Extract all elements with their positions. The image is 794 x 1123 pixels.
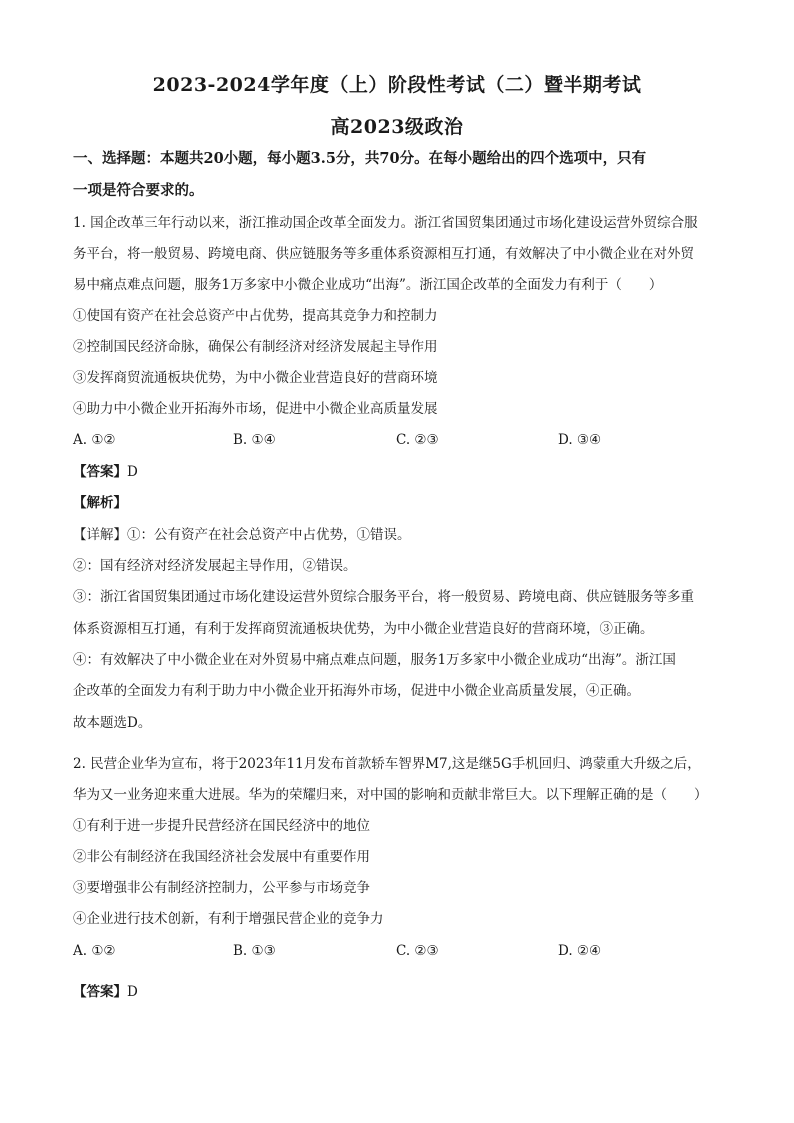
q2-option-c: C. ②③	[396, 943, 439, 959]
q2-answer	[73, 983, 733, 1001]
answer-label: 【答案】	[73, 464, 127, 480]
answer-value: D	[127, 984, 138, 1000]
q2-item: ②非公有制经济在我国经济社会发展中有重要作用	[73, 849, 370, 865]
analysis-label: 【解析】	[73, 495, 127, 511]
q1-stem-line: 1. 国企改革三年行动以来，浙江推动国企改革全面发力。浙江省国贸集团通过市场化建设运营外贸综合服	[73, 215, 698, 231]
q1-analysis-line: ②：国有经济对经济发展起主导作用，②错误。	[73, 558, 357, 574]
q2-item: ④企业进行技术创新，有利于增强民营企业的竞争力	[73, 911, 384, 927]
q1-analysis-label	[73, 494, 733, 512]
q1-option-c: C. ②③	[396, 432, 439, 448]
q1-option-a: A. ①②	[73, 432, 116, 448]
q1-item: ④助力中小微企业开拓海外市场，促进中小微企业高质量发展	[73, 401, 438, 417]
q1-item: ①使国有资产在社会总资产中占优势，提高其竞争力和控制力	[73, 308, 438, 324]
q2-item: ①有利于进一步提升民营经济在国民经济中的地位	[73, 818, 370, 834]
section-instruction: 一、选择题：本题共20小题，每小题3.5分，共70分。在每小题给出的四个选项中，只有	[73, 150, 647, 167]
q2-stem-line: 华为又一业务迎来重大进展。华为的荣耀归来，对中国的影响和贡献非常巨大。以下理解正确的是（ ）	[73, 787, 708, 803]
q2-stem-line: 2. 民营企业华为宣布，将于2023年11月发布首款轿车智界M7,这是继5G手机回归、鸿蒙重大升级之后，	[73, 756, 701, 772]
q1-analysis-line: 【详解】①：公有资产在社会总资产中占优势，①错误。	[73, 527, 411, 543]
q2-option-a: A. ①②	[73, 943, 116, 959]
q1-analysis-line: ④：有效解决了中小微企业在对外贸易中痛点难点问题，服务1万多家中小微企业成功“出海”。浙江国	[73, 652, 676, 668]
q1-analysis-line: 体系资源相互打通，有利于发挥商贸流通板块优势，为中小微企业营造良好的营商环境，③正确。	[73, 621, 654, 637]
q1-stem-line: 务平台，将一般贸易、跨境电商、供应链服务等多重体系资源相互打通，有效解决了中小微企业在对外贸	[73, 246, 694, 262]
q1-conclusion: 故本题选D。	[73, 715, 152, 731]
q1-option-d: D. ③④	[558, 432, 602, 448]
exam-subtitle: 高2023级政治	[330, 116, 464, 138]
answer-label: 【答案】	[73, 984, 127, 1000]
section-instruction-cont: 一项是符合要求的。	[73, 182, 204, 199]
q1-answer	[73, 463, 733, 481]
answer-value: D	[127, 464, 138, 480]
q1-item: ③发挥商贸流通板块优势，为中小微企业营造良好的营商环境	[73, 370, 438, 386]
q2-option-d: D. ②④	[558, 943, 602, 959]
exam-title: 2023-2024学年度（上）阶段性考试（二）暨半期考试	[152, 74, 642, 96]
q1-item: ②控制国民经济命脉，确保公有制经济对经济发展起主导作用	[73, 339, 438, 355]
q2-option-b: B. ①③	[233, 943, 276, 959]
q1-stem-line: 易中痛点难点问题，服务1万多家中小微企业成功“出海”。浙江国企改革的全面发力有利于（ ）	[73, 277, 663, 293]
q2-item: ③要增强非公有制经济控制力，公平参与市场竞争	[73, 880, 370, 896]
q1-analysis-line: ③：浙江省国贸集团通过市场化建设运营外贸综合服务平台，将一般贸易、跨境电商、供应链服务等多重	[73, 589, 694, 605]
q1-analysis-line: 企改革的全面发力有利于助力中小微企业开拓海外市场，促进中小微企业高质量发展，④正确。	[73, 683, 640, 699]
q1-option-b: B. ①④	[233, 432, 276, 448]
